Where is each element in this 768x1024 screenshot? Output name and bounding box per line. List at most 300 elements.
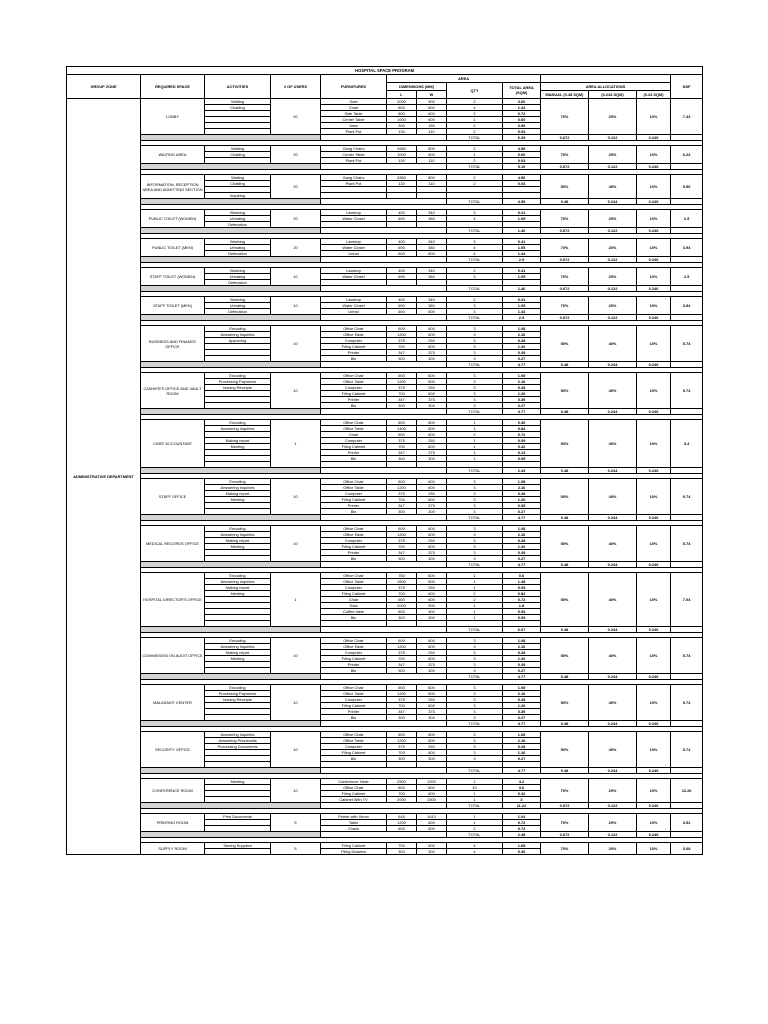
activity-cell: Answering Inquiries (205, 579, 271, 585)
area-cell: 0.28 (503, 338, 541, 344)
furniture-cell: Plant Pot (321, 181, 387, 187)
required-space-cell: STAFF OFFICE (141, 479, 205, 515)
users-cell: 1 (271, 420, 321, 468)
required-space-cell: PRINTING ROOM (141, 814, 205, 832)
furniture-cell: Office Chair (321, 479, 387, 485)
width-cell: 380 (417, 274, 447, 280)
qty-cell: 3 (447, 303, 503, 309)
furniture-cell: Computer (321, 491, 387, 497)
qty-cell: 3 (447, 503, 503, 509)
width-cell: 375 (417, 397, 447, 403)
length-cell: 2500 (387, 779, 417, 785)
qty-cell: 3 (447, 326, 503, 332)
nsf-cell: 3.08 (671, 843, 703, 855)
width-cell: 600 (417, 117, 447, 123)
activity-cell: Answering Inquiries (205, 426, 271, 432)
total-circ-cell: 0.246 (637, 164, 671, 170)
alloc-manual-cell: 50% (541, 685, 589, 721)
length-cell: 347 (387, 450, 417, 456)
total-circ-cell: 0.246 (637, 768, 671, 774)
furniture-cell: Office Table (321, 691, 387, 697)
area-cell: 1.08 (503, 732, 541, 738)
area-cell: 1.04 (503, 814, 541, 820)
alloc-manual-cell: 70% (541, 210, 589, 228)
width-cell: 250 (417, 438, 447, 444)
header-activities: ACTIVITIES (205, 75, 271, 99)
length-cell: 600 (387, 373, 417, 379)
total-label-cell: TOTAL (447, 721, 503, 727)
activity-cell: Encoding (205, 420, 271, 426)
users-cell: 10 (271, 297, 321, 315)
area-cell: 0.41 (503, 297, 541, 303)
activity-cell: Answering Inquiries (205, 644, 271, 650)
length-cell: 600 (387, 479, 417, 485)
header-group-zone: GROUP ZONE (67, 75, 141, 99)
furniture-cell: Water Closet (321, 303, 387, 309)
area-cell: 1.05 (503, 303, 541, 309)
total-circ-cell: 0.246 (637, 286, 671, 292)
alloc-manual-cell: 70% (541, 779, 589, 803)
area-cell: 0.27 (503, 356, 541, 362)
area-cell: 1.26 (503, 656, 541, 662)
activity-cell: Encoding (205, 526, 271, 532)
length-cell: 2000 (387, 99, 417, 105)
length-cell: 300 (387, 615, 417, 621)
total-manual-cell: 0.672 (541, 164, 589, 170)
total-ergo-cell: 0.122 (589, 257, 637, 263)
width-cell: 375 (417, 662, 447, 668)
length-cell: 375 (387, 744, 417, 750)
length-cell: 700 (387, 703, 417, 709)
alloc-manual-cell: 70% (541, 146, 589, 164)
length-cell: 375 (387, 491, 417, 497)
furniture-cell: Printer (321, 450, 387, 456)
length-cell: 600 (387, 609, 417, 615)
width-cell: 250 (417, 385, 447, 391)
area-cell: 0.09 (503, 615, 541, 621)
required-space-cell: COMMISSION ON AUDIT OFFICE (141, 638, 205, 674)
alloc-ergo-cell: 40% (589, 479, 637, 515)
length-cell: 600 (387, 826, 417, 832)
area-cell: 0.28 (503, 385, 541, 391)
alloc-circ-cell: 10% (637, 779, 671, 803)
length-cell: 300 (387, 356, 417, 362)
width-cell: 600 (417, 732, 447, 738)
width-cell: 600 (417, 379, 447, 385)
furniture-cell: Vase (321, 123, 387, 129)
length-cell: 375 (387, 438, 417, 444)
width-cell: 110 (417, 181, 447, 187)
total-manual-cell: 0.672 (541, 832, 589, 838)
activity-cell: Processing Payments (205, 379, 271, 385)
users-cell: 1 (271, 573, 321, 627)
nsf-cell: 5.74 (671, 373, 703, 409)
area-cell: 1.26 (503, 750, 541, 756)
activity-cell: Inquiring (205, 193, 271, 199)
total-circ-cell: 0.246 (637, 674, 671, 680)
length-cell: 300 (387, 509, 417, 515)
furniture-cell: Lavatory (321, 268, 387, 274)
activity-cell: Washing (205, 268, 271, 274)
area-cell: 2.16 (503, 485, 541, 491)
furniture-cell: Computer (321, 538, 387, 544)
length-cell: 600 (387, 251, 417, 257)
area-cell: 4.56 (503, 146, 541, 152)
furniture-cell: Office Table (321, 738, 387, 744)
furniture-cell: Office Chair (321, 732, 387, 738)
alloc-ergo-cell: 40% (589, 420, 637, 468)
length-cell: 700 (387, 656, 417, 662)
total-area-cell: 4.77 (503, 409, 541, 415)
activity-cell: Meeting (205, 444, 271, 450)
width-cell: 340 (417, 297, 447, 303)
furniture-cell: Bin (321, 456, 387, 462)
total-circ-cell: 0.246 (637, 257, 671, 263)
furniture-cell: Filing Cabinet (321, 391, 387, 397)
length-cell: 2000 (387, 603, 417, 609)
users-cell: 10 (271, 732, 321, 768)
total-manual-cell: 0.48 (541, 409, 589, 415)
furniture-cell: Lavatory (321, 239, 387, 245)
total-label-cell: TOTAL (447, 199, 503, 205)
area-cell: 0.09 (503, 585, 541, 591)
nsf-cell: 12.26 (671, 779, 703, 803)
furniture-cell: Filing Cabinet (321, 344, 387, 350)
area-cell: 1.08 (503, 685, 541, 691)
furniture-cell: Office Table (321, 426, 387, 432)
qty-cell: 3 (447, 662, 503, 668)
width-cell: 300 (417, 756, 447, 762)
width-cell: 600 (417, 544, 447, 550)
furniture-cell: Filing Cabinet (321, 497, 387, 503)
length-cell: 700 (387, 444, 417, 450)
length-cell: 750 (387, 573, 417, 579)
total-circ-cell: 0.246 (637, 362, 671, 368)
width-cell: 250 (417, 538, 447, 544)
length-cell: 400 (387, 297, 417, 303)
users-cell: 10 (271, 526, 321, 562)
furniture-cell: Side Table (321, 111, 387, 117)
width-cell: 250 (417, 338, 447, 344)
activity-cell: Urinating (205, 245, 271, 251)
activity-cell: Defecation (205, 251, 271, 257)
alloc-ergo-cell: 20% (589, 99, 637, 135)
width-cell: 600 (417, 826, 447, 832)
total-manual-cell: 0.672 (541, 803, 589, 809)
total-label-cell: TOTAL (447, 362, 503, 368)
length-cell: 1200 (387, 738, 417, 744)
total-area-cell: 2.43 (503, 468, 541, 474)
qty-cell: 1 (447, 791, 503, 797)
furniture-cell: Coffee table (321, 609, 387, 615)
length-cell: 600 (387, 309, 417, 315)
furniture-cell: Office Table (321, 379, 387, 385)
activity-cell: Answering Inquiries (205, 732, 271, 738)
activity-cell: Encoding (205, 573, 271, 579)
total-label-cell: TOTAL (447, 627, 503, 633)
area-cell: 0.39 (503, 350, 541, 356)
width-cell: 110 (417, 158, 447, 164)
alloc-circ-cell: 10% (637, 175, 671, 199)
area-cell: 0.03 (503, 129, 541, 135)
total-area-cell: 4.77 (503, 768, 541, 774)
header-area: AREA (387, 75, 541, 83)
total-ergo-cell: 0.122 (589, 228, 637, 234)
qty-cell: 2 (447, 268, 503, 274)
qty-cell: 3 (447, 210, 503, 216)
activity-cell: Encoding (205, 685, 271, 691)
area-cell: 1.08 (503, 373, 541, 379)
total-area-cell: 4.77 (503, 515, 541, 521)
qty-cell: 3 (447, 656, 503, 662)
nsf-cell: 3.52 (671, 814, 703, 832)
activity-cell: Issuing Receipts (205, 385, 271, 391)
alloc-manual-cell: 50% (541, 175, 589, 199)
activity-cell: Processing Documents (205, 744, 271, 750)
qty-cell: 2 (447, 175, 503, 181)
area-cell: 1.26 (503, 544, 541, 550)
total-ergo-cell: 0.244 (589, 409, 637, 415)
qty-cell: 3 (447, 685, 503, 691)
alloc-manual-cell: 50% (541, 573, 589, 627)
qty-cell: 4 (447, 843, 503, 849)
qty-cell: 3 (447, 538, 503, 544)
width-cell: 600 (417, 843, 447, 849)
width-cell: 300 (417, 456, 447, 462)
header-dimensions: DIMENSIONS (MM) (387, 83, 447, 91)
length-cell: 600 (387, 326, 417, 332)
activity-cell: Meeting (205, 544, 271, 550)
qty-cell: 1 (447, 456, 503, 462)
activity-cell: Meeting (205, 656, 271, 662)
activity-cell: Urinating (205, 216, 271, 222)
alloc-ergo-cell: 40% (589, 373, 637, 409)
activity-cell: Encoding (205, 373, 271, 379)
furniture-cell: Filing Cabinet (321, 444, 387, 450)
length-cell: 300 (387, 849, 417, 855)
total-label-cell: TOTAL (447, 674, 503, 680)
length-cell: 700 (387, 791, 417, 797)
width-cell: 1200 (417, 779, 447, 785)
required-space-cell: STAFF TOILET (WOMEN) (141, 268, 205, 286)
width-cell: 600 (417, 591, 447, 597)
qty-cell: 3 (447, 709, 503, 715)
area-cell: 0.54 (503, 609, 541, 615)
length-cell: 347 (387, 709, 417, 715)
alloc-manual-cell: 70% (541, 297, 589, 315)
total-area-cell: 1.46 (503, 228, 541, 234)
length-cell: 400 (387, 239, 417, 245)
width-cell: 250 (417, 585, 447, 591)
activity-cell: Washing (205, 297, 271, 303)
qty-cell: 3 (447, 379, 503, 385)
width-cell: 300 (417, 403, 447, 409)
width-cell: 375 (417, 350, 447, 356)
qty-cell: 2 (447, 158, 503, 164)
width-cell: 600 (417, 391, 447, 397)
furniture-cell: Filing Cabinet (321, 656, 387, 662)
furniture-cell: Printer (321, 397, 387, 403)
length-cell: 300 (387, 123, 417, 129)
area-cell: 0.42 (503, 791, 541, 797)
total-area-cell: 4.77 (503, 674, 541, 680)
qty-cell: 1 (447, 152, 503, 158)
alloc-ergo-cell: 20% (589, 268, 637, 286)
furniture-cell: Office Chair (321, 373, 387, 379)
width-cell: 600 (417, 685, 447, 691)
width-cell: 600 (417, 644, 447, 650)
width-cell: 600 (417, 820, 447, 826)
qty-cell: 2 (447, 123, 503, 129)
qty-cell: 3 (447, 497, 503, 503)
width-cell: 1500 (417, 797, 447, 803)
furniture-cell: Filing Cabinet (321, 544, 387, 550)
required-space-cell: PUBLIC TOILET (MEN) (141, 239, 205, 257)
furniture-cell: Bin (321, 668, 387, 674)
alloc-ergo-cell: 20% (589, 239, 637, 257)
nsf-cell: 7.04 (671, 573, 703, 627)
nsf-cell: 7.43 (671, 99, 703, 135)
furniture-cell: Water Closet (321, 245, 387, 251)
qty-cell: 3 (447, 532, 503, 538)
width-cell: 600 (417, 691, 447, 697)
users-cell: 20 (271, 146, 321, 164)
activity-cell: Urinating (205, 303, 271, 309)
area-cell: 0.28 (503, 538, 541, 544)
qty-cell: 3 (447, 638, 503, 644)
area-cell: 0.36 (503, 420, 541, 426)
total-circ-cell: 0.246 (637, 627, 671, 633)
area-cell: 3.60 (503, 99, 541, 105)
activity-cell: Making report (205, 491, 271, 497)
width-cell: 600 (417, 750, 447, 756)
total-manual-cell: 0.48 (541, 721, 589, 727)
activity-cell (205, 849, 271, 855)
users-cell: 10 (271, 638, 321, 674)
furniture-cell: Chairs (321, 826, 387, 832)
qty-cell: 3 (447, 491, 503, 497)
area-cell: 1.26 (503, 344, 541, 350)
total-label-cell: TOTAL (447, 768, 503, 774)
area-cell: 1.26 (503, 391, 541, 397)
qty-cell: 3 (447, 391, 503, 397)
furniture-cell: Plant Pot (321, 129, 387, 135)
furniture-cell: Conference Table (321, 779, 387, 785)
length-cell: 347 (387, 350, 417, 356)
qty-cell: 2 (447, 111, 503, 117)
furniture-cell: Chair (321, 432, 387, 438)
furniture-cell: Cabinet With TV (321, 797, 387, 803)
area-cell: 0.72 (503, 826, 541, 832)
activity-cell: Meeting (205, 779, 271, 785)
length-cell: 600 (387, 597, 417, 603)
furniture-cell: Center Table (321, 117, 387, 123)
width-cell: 250 (417, 744, 447, 750)
area-cell: 0.28 (503, 697, 541, 703)
furniture-cell: Filing Cabinet (321, 750, 387, 756)
qty-cell: 4 (447, 105, 503, 111)
alloc-circ-cell: 10% (637, 99, 671, 135)
nsf-cell: 5.56 (671, 175, 703, 199)
total-label-cell: TOTAL (447, 286, 503, 292)
qty-cell: 3 (447, 715, 503, 721)
qty-cell: 1 (447, 814, 503, 820)
nsf-cell: 5.74 (671, 732, 703, 768)
total-ergo-cell: 0.244 (589, 199, 637, 205)
furniture-cell: Gang Chairs (321, 146, 387, 152)
nsf-cell: 5.74 (671, 479, 703, 515)
qty-cell: 4 (447, 251, 503, 257)
length-cell: 300 (387, 456, 417, 462)
total-manual-cell: 0.672 (541, 135, 589, 141)
length-cell: 600 (387, 111, 417, 117)
qty-cell: 1 (447, 779, 503, 785)
alloc-manual-cell: 50% (541, 373, 589, 409)
area-cell: 1.26 (503, 703, 541, 709)
qty-cell: 2 (447, 99, 503, 105)
length-cell: 600 (387, 785, 417, 791)
alloc-circ-cell: 10% (637, 268, 671, 286)
length-cell: 600 (387, 732, 417, 738)
alloc-manual-cell: 70% (541, 268, 589, 286)
area-cell: 1.68 (503, 843, 541, 849)
activity-cell: Chatting (205, 105, 271, 111)
furniture-cell: Bin (321, 756, 387, 762)
qty-cell: 1 (447, 450, 503, 456)
furniture-cell: Bin (321, 356, 387, 362)
total-label-cell: TOTAL (447, 409, 503, 415)
alloc-circ-cell: 10% (637, 638, 671, 674)
area-cell: 0.03 (503, 158, 541, 164)
length-cell: 690 (387, 303, 417, 309)
width-cell: 600 (417, 426, 447, 432)
total-ergo-cell: 0.122 (589, 135, 637, 141)
length-cell: 375 (387, 697, 417, 703)
alloc-circ-cell: 10% (637, 843, 671, 855)
total-manual-cell: 0.48 (541, 768, 589, 774)
total-ergo-cell: 0.244 (589, 362, 637, 368)
alloc-circ-cell: 10% (637, 573, 671, 627)
users-cell: 5 (271, 843, 321, 855)
width-cell: 900 (417, 603, 447, 609)
width-cell: 1613 (417, 814, 447, 820)
length-cell: 700 (387, 591, 417, 597)
activity-cell: Waiting (205, 146, 271, 152)
total-circ-cell: 0.246 (637, 315, 671, 321)
area-cell: 4.2 (503, 779, 541, 785)
length-cell: 645 (387, 814, 417, 820)
furniture-cell: Printer with Xerox (321, 814, 387, 820)
alloc-manual-cell: 50% (541, 326, 589, 362)
activity-cell: Print Documents (205, 814, 271, 820)
furniture-cell: Computer (321, 744, 387, 750)
alloc-circ-cell: 10% (637, 297, 671, 315)
area-cell: 0.39 (503, 550, 541, 556)
alloc-circ-cell: 10% (637, 239, 671, 257)
length-cell: 375 (387, 650, 417, 656)
qty-cell: 2 (447, 826, 503, 832)
length-cell: 130 (387, 129, 417, 135)
furniture-cell: Printer (321, 662, 387, 668)
furniture-cell: Bin (321, 715, 387, 721)
width-cell: 600 (417, 579, 447, 585)
area-cell: 4.56 (503, 175, 541, 181)
width-cell: 110 (417, 129, 447, 135)
area-cell: 0.72 (503, 111, 541, 117)
furniture-cell: Water Closet (321, 216, 387, 222)
length-cell: 690 (387, 216, 417, 222)
header-nsf: NSF (671, 75, 703, 99)
